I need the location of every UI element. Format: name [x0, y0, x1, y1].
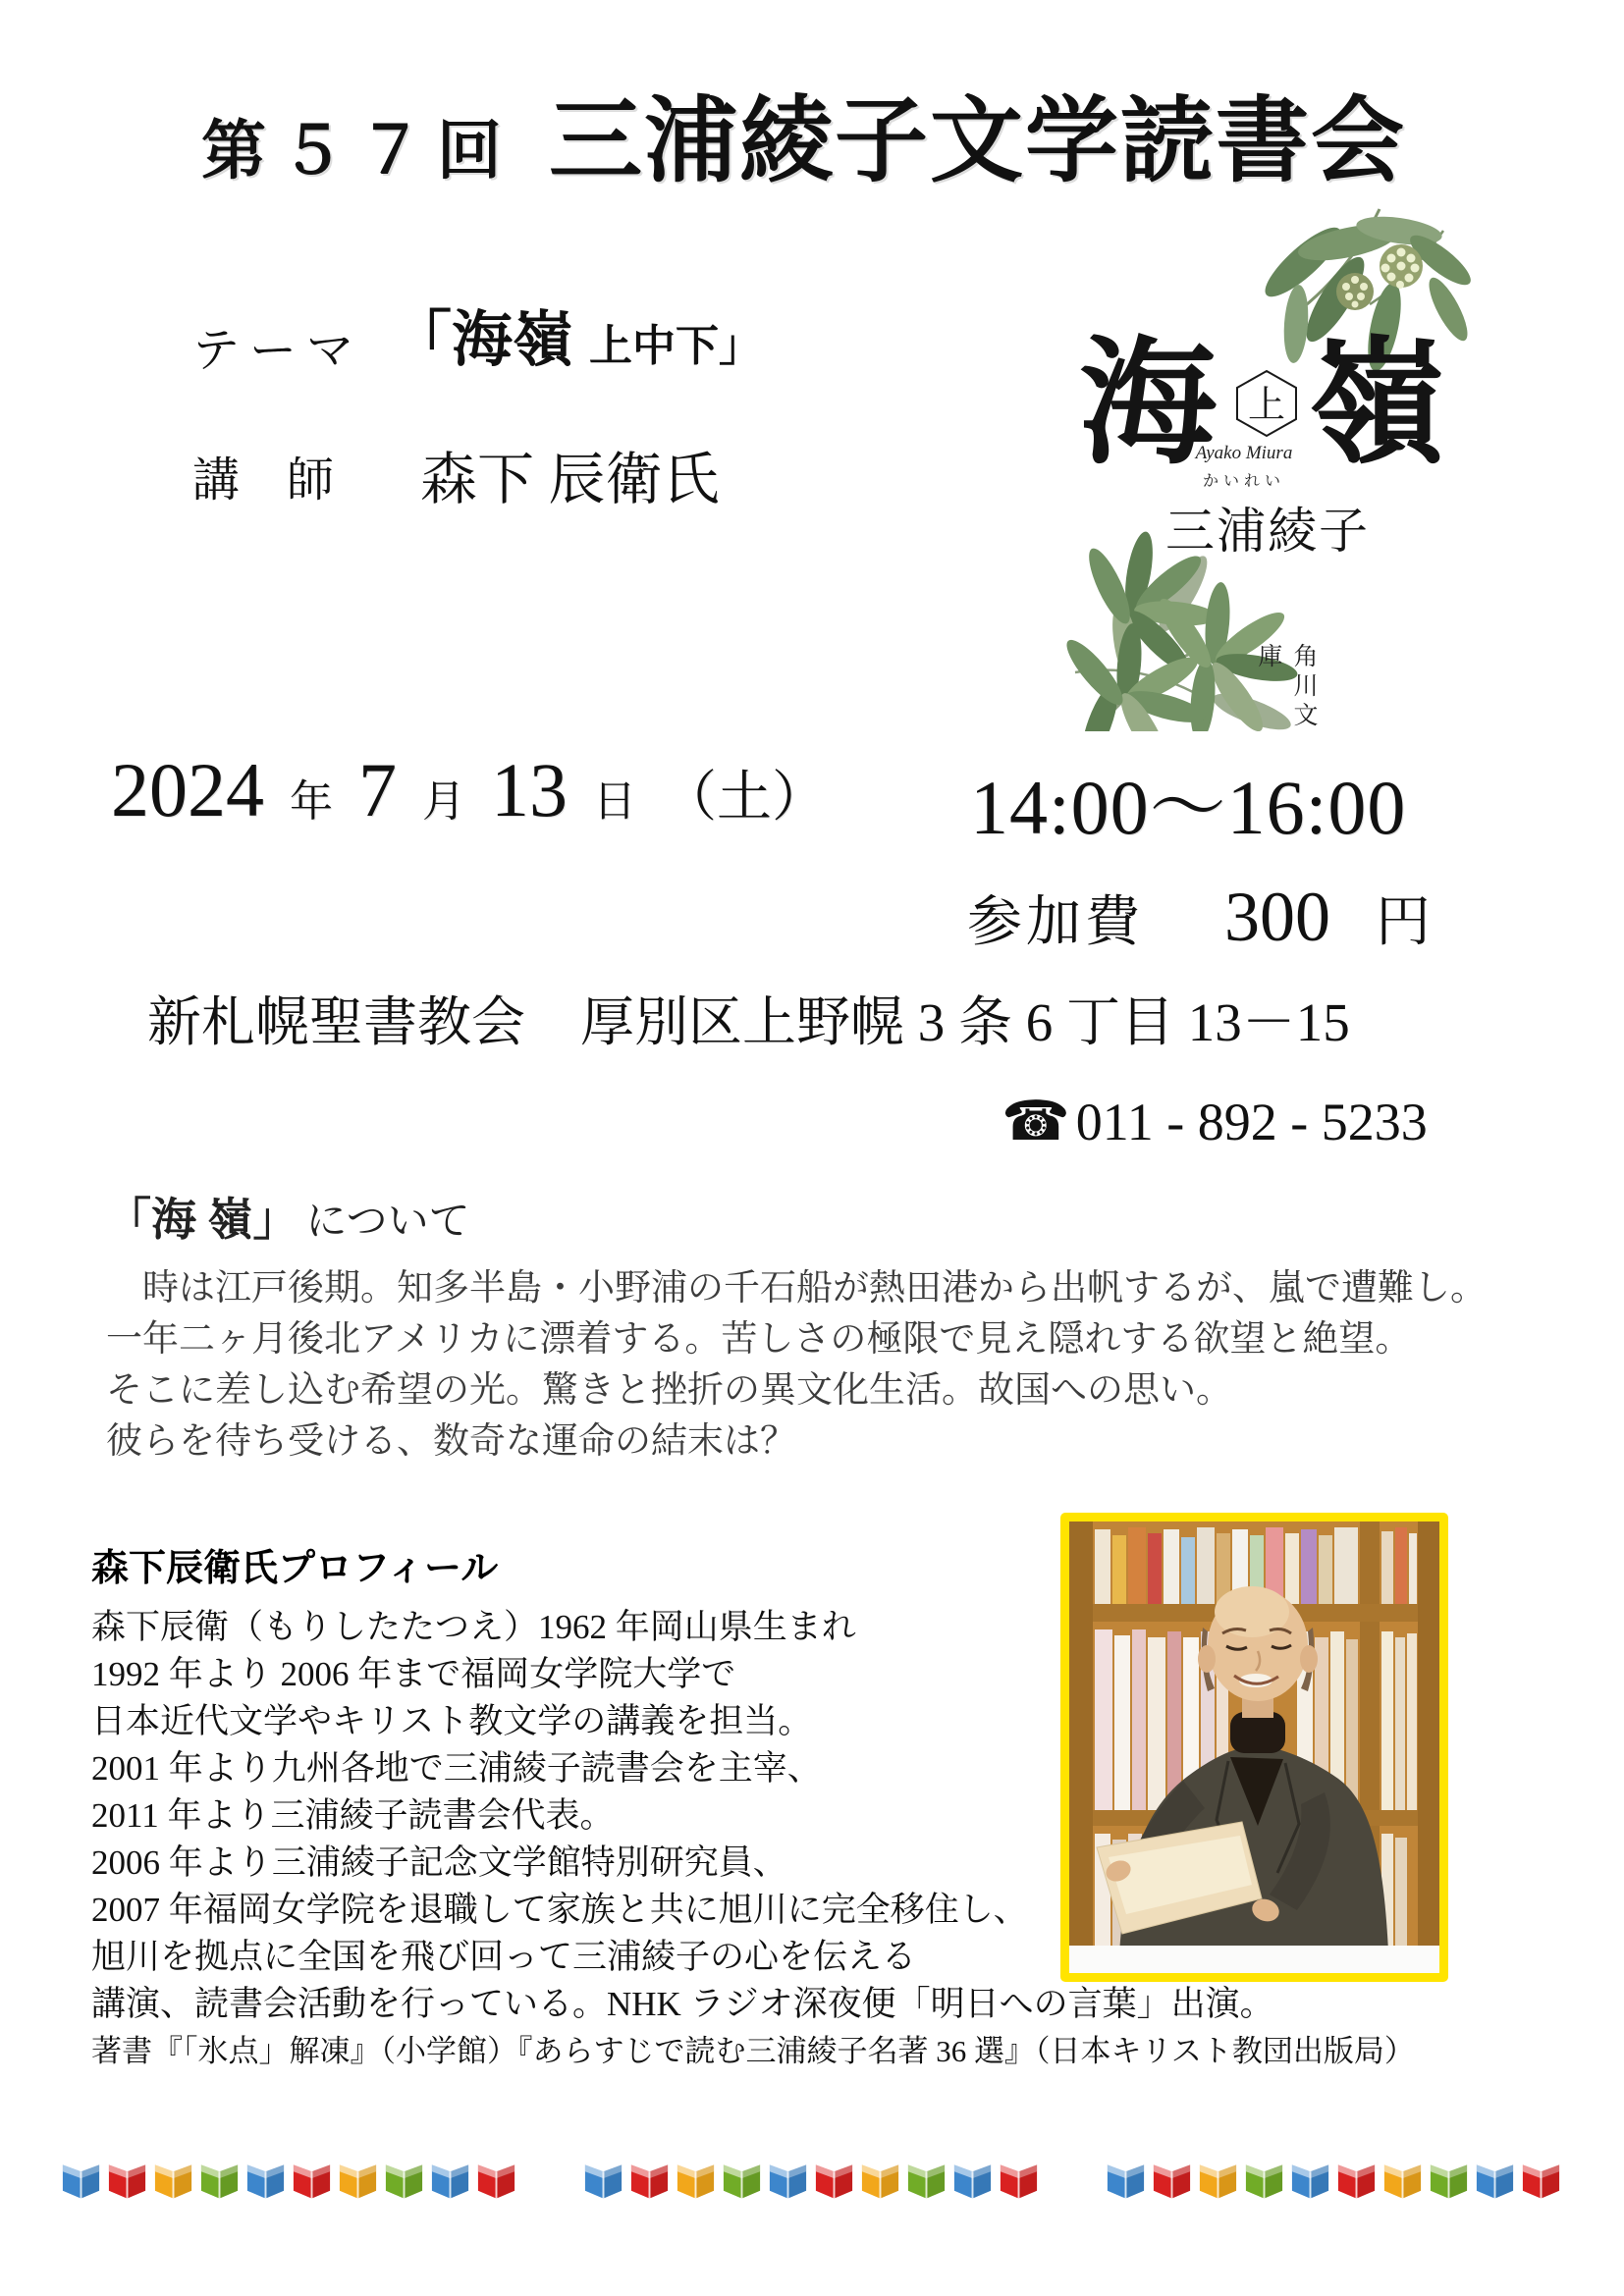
theme-volumes: 上中下」 [589, 322, 763, 370]
theme-label: テーマ [192, 325, 364, 377]
cover-author-romaji: Ayako Miura [1195, 443, 1293, 463]
profile-line: 講演、読書会活動を行っている。NHK ラジオ深夜便「明日への言葉」出演。 [91, 1985, 1274, 2023]
about-heading-title: 「海 嶺」 [106, 1195, 298, 1245]
description-line: 彼らを待ち受ける、数奇な運命の結末は？ [106, 1420, 796, 1461]
book-icon [1288, 2163, 1332, 2202]
lecturer-label: 講 師 [192, 454, 335, 507]
book-icon [1104, 2163, 1148, 2202]
date-month: 7 [358, 747, 397, 832]
book-icon [858, 2163, 902, 2202]
profile-line: 2007 年福岡女学院を退職して家族と共に旭川に完全移住し、 [91, 1891, 1028, 1929]
cover-title-right: 嶺 [1309, 329, 1447, 481]
book-icon [1427, 2163, 1471, 2202]
book-icon [151, 2163, 195, 2202]
title-text: 三浦綾子文学読書会 [549, 89, 1407, 193]
profile-line: 森下辰衛（もりしたたつえ）1962 年岡山県生まれ [91, 1608, 856, 1646]
book-icon [1242, 2163, 1286, 2202]
book-icon [474, 2163, 518, 2202]
phone-number: 011 - 892 - 5233 [1075, 1093, 1428, 1151]
lecturer-photo [1060, 1513, 1448, 1982]
book-icon [904, 2163, 948, 2202]
book-icon [336, 2163, 380, 2202]
event-time: 14:00～16:00 [970, 765, 1407, 850]
fee-row [967, 877, 1431, 958]
fee-label: 参加費 [967, 892, 1144, 953]
page-title [201, 67, 1406, 200]
book-icon [766, 2163, 810, 2202]
event-date [111, 746, 827, 834]
book-icon [1519, 2163, 1563, 2202]
book-icon [1196, 2163, 1240, 2202]
date-year-unit: 年 [290, 777, 333, 826]
book-icon [244, 2163, 288, 2202]
date-year: 2024 [111, 747, 264, 832]
profile-line: 日本近代文学やキリスト教文学の講義を担当。 [91, 1702, 813, 1740]
cover-reading: かいれい [1202, 473, 1285, 490]
book-icon [59, 2163, 103, 2202]
book-icon [997, 2163, 1041, 2202]
book-group [59, 2163, 518, 2202]
theme-book-title: 「海嶺 [391, 307, 574, 374]
volume-badge [1231, 368, 1302, 439]
book-icon [105, 2163, 149, 2202]
cover-author: 三浦綾子 [1165, 504, 1370, 559]
date-day-unit: 日 [593, 777, 636, 826]
profile-line: 2006 年より三浦綾子記念文学館特別研究員、 [91, 1843, 787, 1882]
venue-address: 厚別区上野幌 3 条 6 丁目 13－15 [580, 992, 1350, 1052]
description-line: そこに差し込む希望の光。驚きと挫折の異文化生活。故国への思い。 [106, 1369, 1232, 1410]
book-icon [1150, 2163, 1194, 2202]
book-icon [812, 2163, 856, 2202]
description-line: 時は江戸後期。知多半島・小野浦の千石船が熱田港から出帆するが、嵐で遭難し。 [106, 1267, 1487, 1308]
book-icon [950, 2163, 995, 2202]
book-icon [1473, 2163, 1517, 2202]
profile-line: 旭川を拠点に全国を飛び回って三浦綾子の心を伝える [91, 1938, 917, 1976]
phone-icon: ☎ [1001, 1092, 1070, 1152]
book-group [581, 2163, 1041, 2202]
footer-book-border [59, 2163, 1563, 2202]
profile-line: 2011 年より三浦綾子読書会代表。 [91, 1796, 615, 1835]
cover-title-left: 海 [1079, 329, 1218, 481]
volume-badge-text: 上 [1247, 385, 1286, 426]
book-icon [290, 2163, 334, 2202]
book-icon [1334, 2163, 1379, 2202]
cover-publisher: 角川文庫 [1255, 643, 1317, 731]
book-cover [1056, 201, 1478, 731]
about-heading [106, 1184, 470, 1249]
phone-row [1001, 1090, 1428, 1153]
venue-name: 新札幌聖書教会 [147, 992, 526, 1052]
theme-value [391, 291, 762, 378]
session-number: 第５７回 [201, 116, 515, 187]
date-month-unit: 月 [422, 777, 465, 826]
fee-unit: 円 [1376, 892, 1431, 953]
date-weekday: （土） [662, 768, 827, 828]
date-day: 13 [491, 747, 568, 832]
book-icon [581, 2163, 625, 2202]
venue-row [147, 979, 1350, 1056]
book-icon [674, 2163, 718, 2202]
description-line: 一年二ヶ月後北アメリカに漂着する。苦しさの極限で見え隠れする欲望と絶望。 [106, 1318, 1412, 1359]
book-icon [720, 2163, 764, 2202]
profile-line: 1992 年より 2006 年まで福岡女学院大学で [91, 1655, 736, 1693]
lecturer-name: 森下 辰衛氏 [420, 448, 720, 511]
book-icon [428, 2163, 472, 2202]
book-group [1104, 2163, 1563, 2202]
profile-line: 2001 年より九州各地で三浦綾子読書会を主宰、 [91, 1749, 822, 1788]
book-icon [627, 2163, 672, 2202]
book-icon [197, 2163, 242, 2202]
book-icon [382, 2163, 426, 2202]
profile-line: 著書『「氷点」解凍』（小学館）『あらすじで読む三浦綾子名著 36 選』（日本キリスト教団出版局） [91, 2034, 1415, 2068]
profile-heading: 森下辰衛氏プロフィール [91, 1548, 499, 1589]
about-heading-suffix: について [305, 1200, 470, 1245]
book-icon [1380, 2163, 1425, 2202]
book-description [106, 1262, 1487, 1467]
fee-amount: 300 [1224, 878, 1330, 956]
lecturer-photo-illustration [1069, 1522, 1439, 1973]
